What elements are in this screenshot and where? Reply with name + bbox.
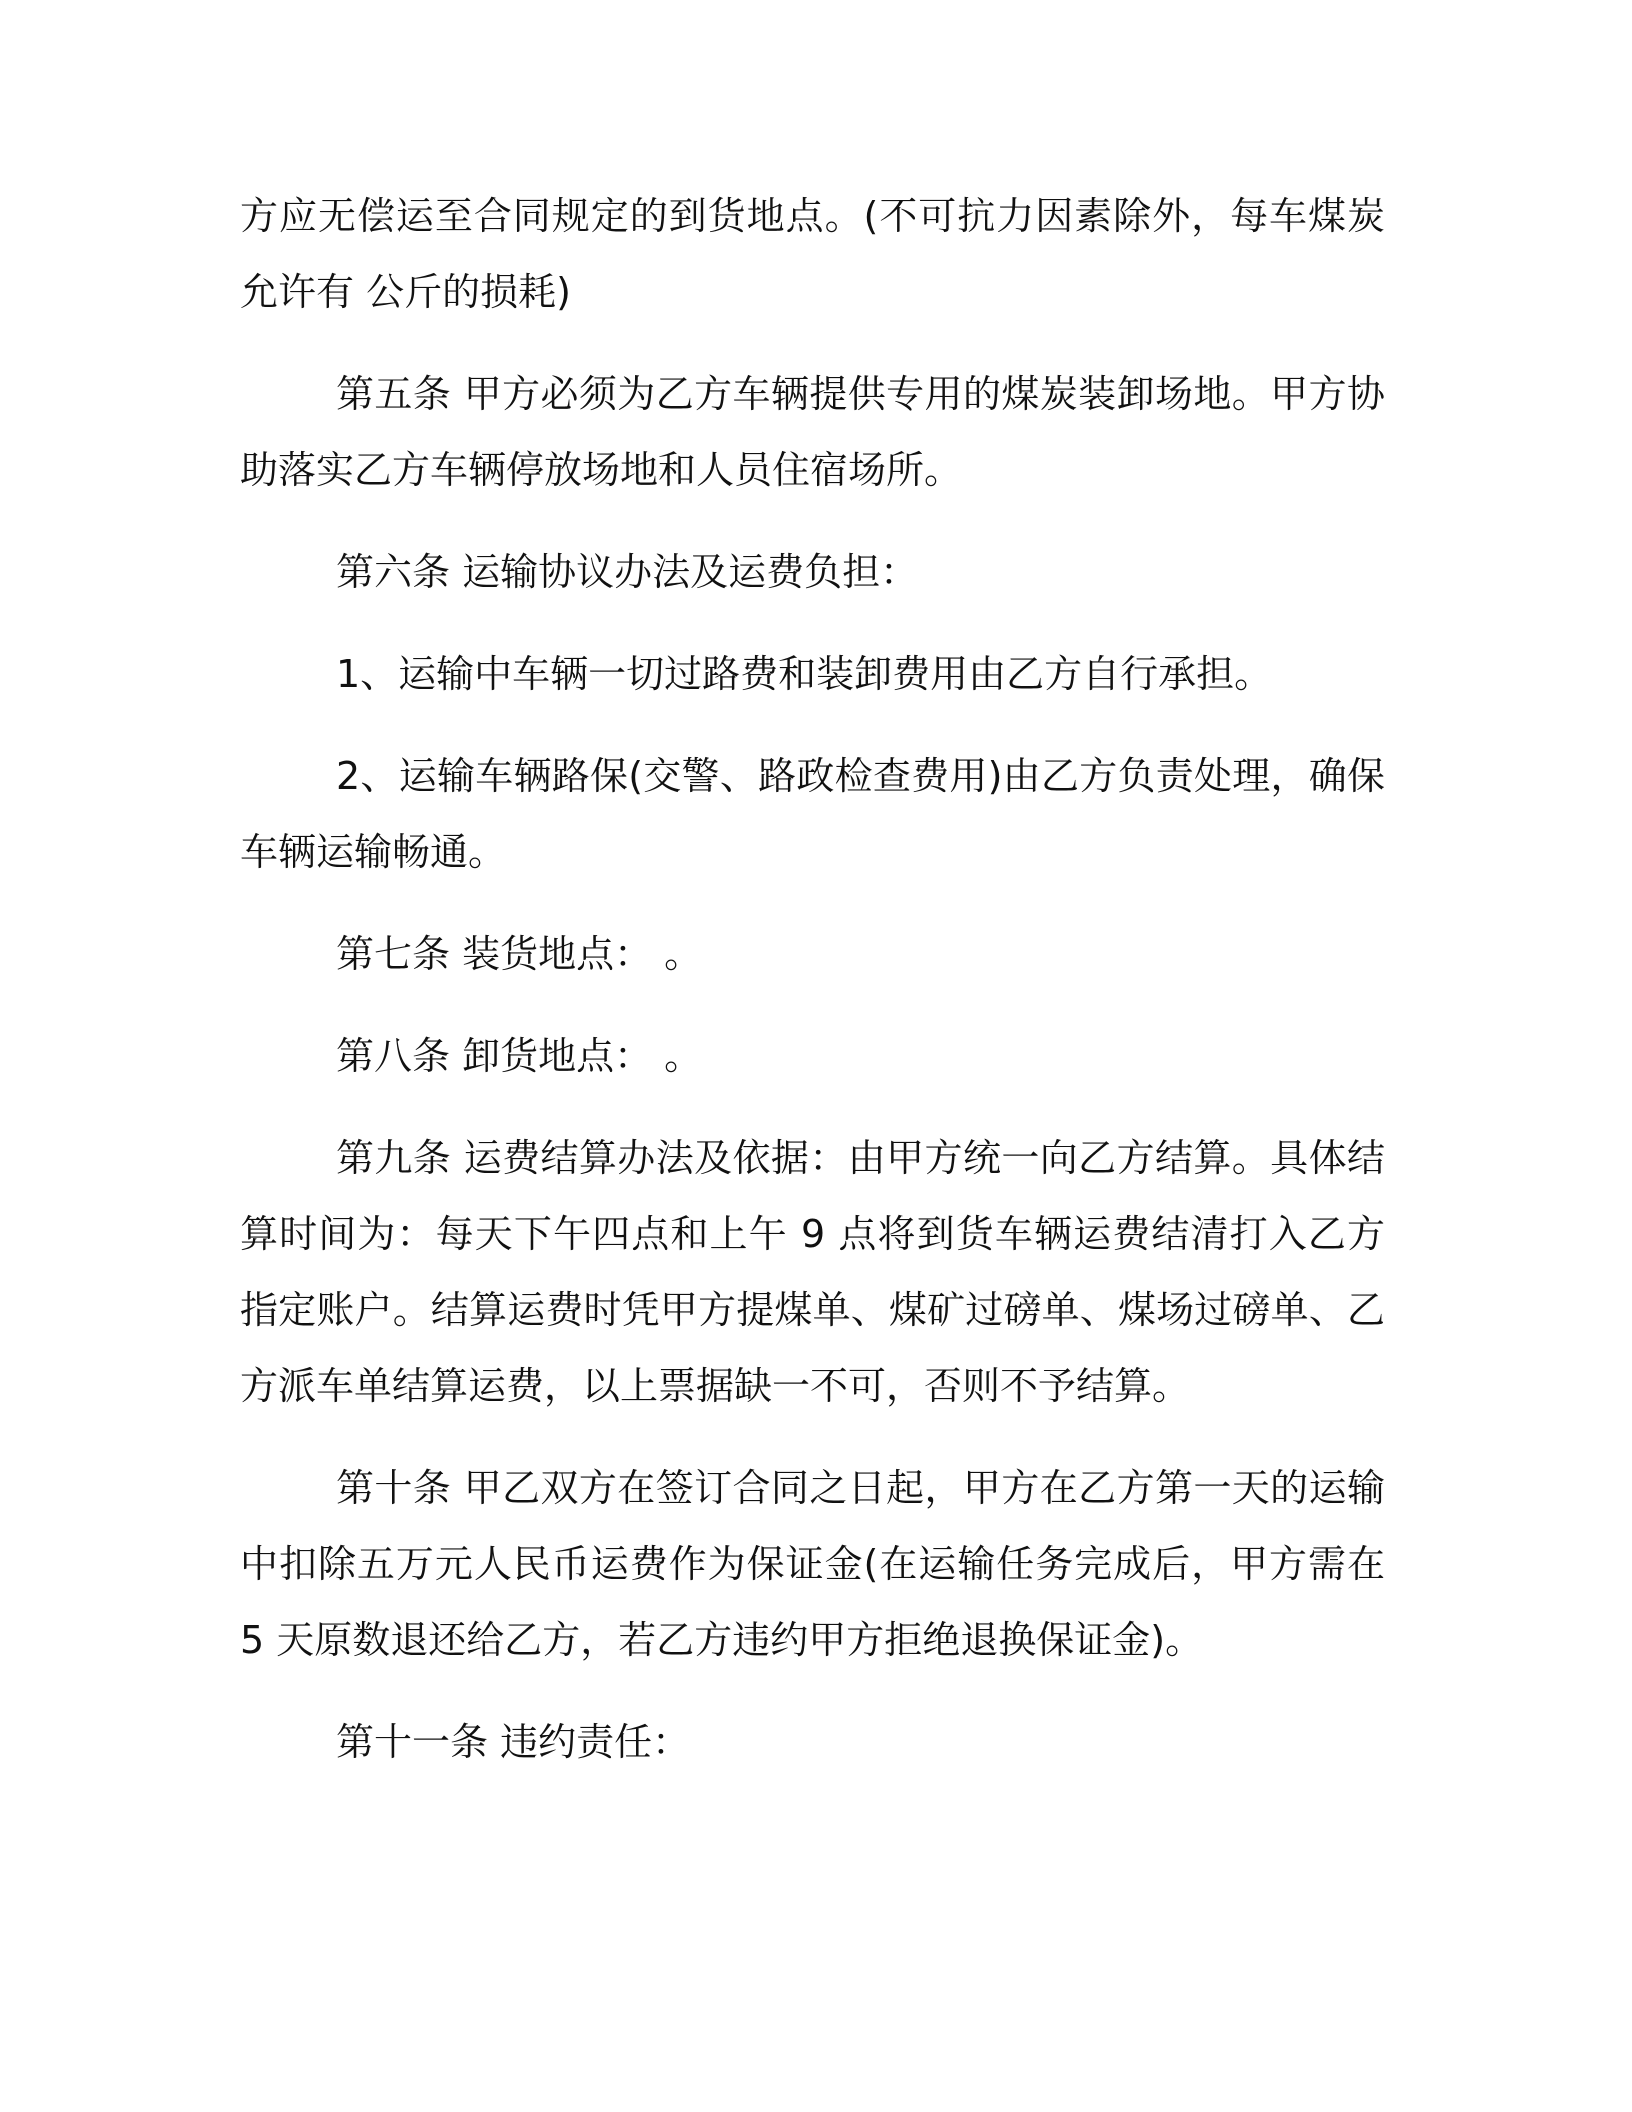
paragraph-article-6: 第六条 运输协议办法及运费负担： (336, 550, 919, 594)
paragraph-article-6-item-2: 2、运输车辆路保(交警、路政检查费用)由乙方负责处理，确保车辆运输畅通。 (240, 754, 1385, 874)
paragraph-article-7: 第七条 装货地点： 。 (336, 932, 703, 976)
paragraph-article-11: 第十一条 违约责任： (336, 1720, 691, 1764)
paragraph-article-10: 第十条 甲乙双方在签订合同之日起，甲方在乙方第一天的运输中扣除五万元人民币运费作为保证金(在运输任务完成后，甲方需在 5 天原数退还给乙方，若乙方违约甲方拒绝退换保证金)。 (240, 1466, 1385, 1662)
paragraph-continuation: 方应无偿运至合同规定的到货地点。(不可抗力因素除外，每车煤炭允许有 公斤的损耗) (240, 194, 1385, 314)
paragraph-article-8: 第八条 卸货地点： 。 (336, 1034, 703, 1078)
paragraph-article-5: 第五条 甲方必须为乙方车辆提供专用的煤炭装卸场地。甲方协助落实乙方车辆停放场地和人员住宿场所。 (240, 372, 1385, 492)
paragraph-article-6-item-1: 1、运输中车辆一切过路费和装卸费用由乙方自行承担。 (336, 652, 1273, 696)
document-body (240, 178, 1385, 1806)
paragraph-article-9: 第九条 运费结算办法及依据：由甲方统一向乙方结算。具体结算时间为：每天下午四点和上午 9 点将到货车辆运费结清打入乙方指定账户。结算运费时凭甲方提煤单、煤矿过磅单、煤场过磅单、乙方派车单结算运费，以上票据缺一不可，否则不予结算。 (240, 1136, 1385, 1408)
